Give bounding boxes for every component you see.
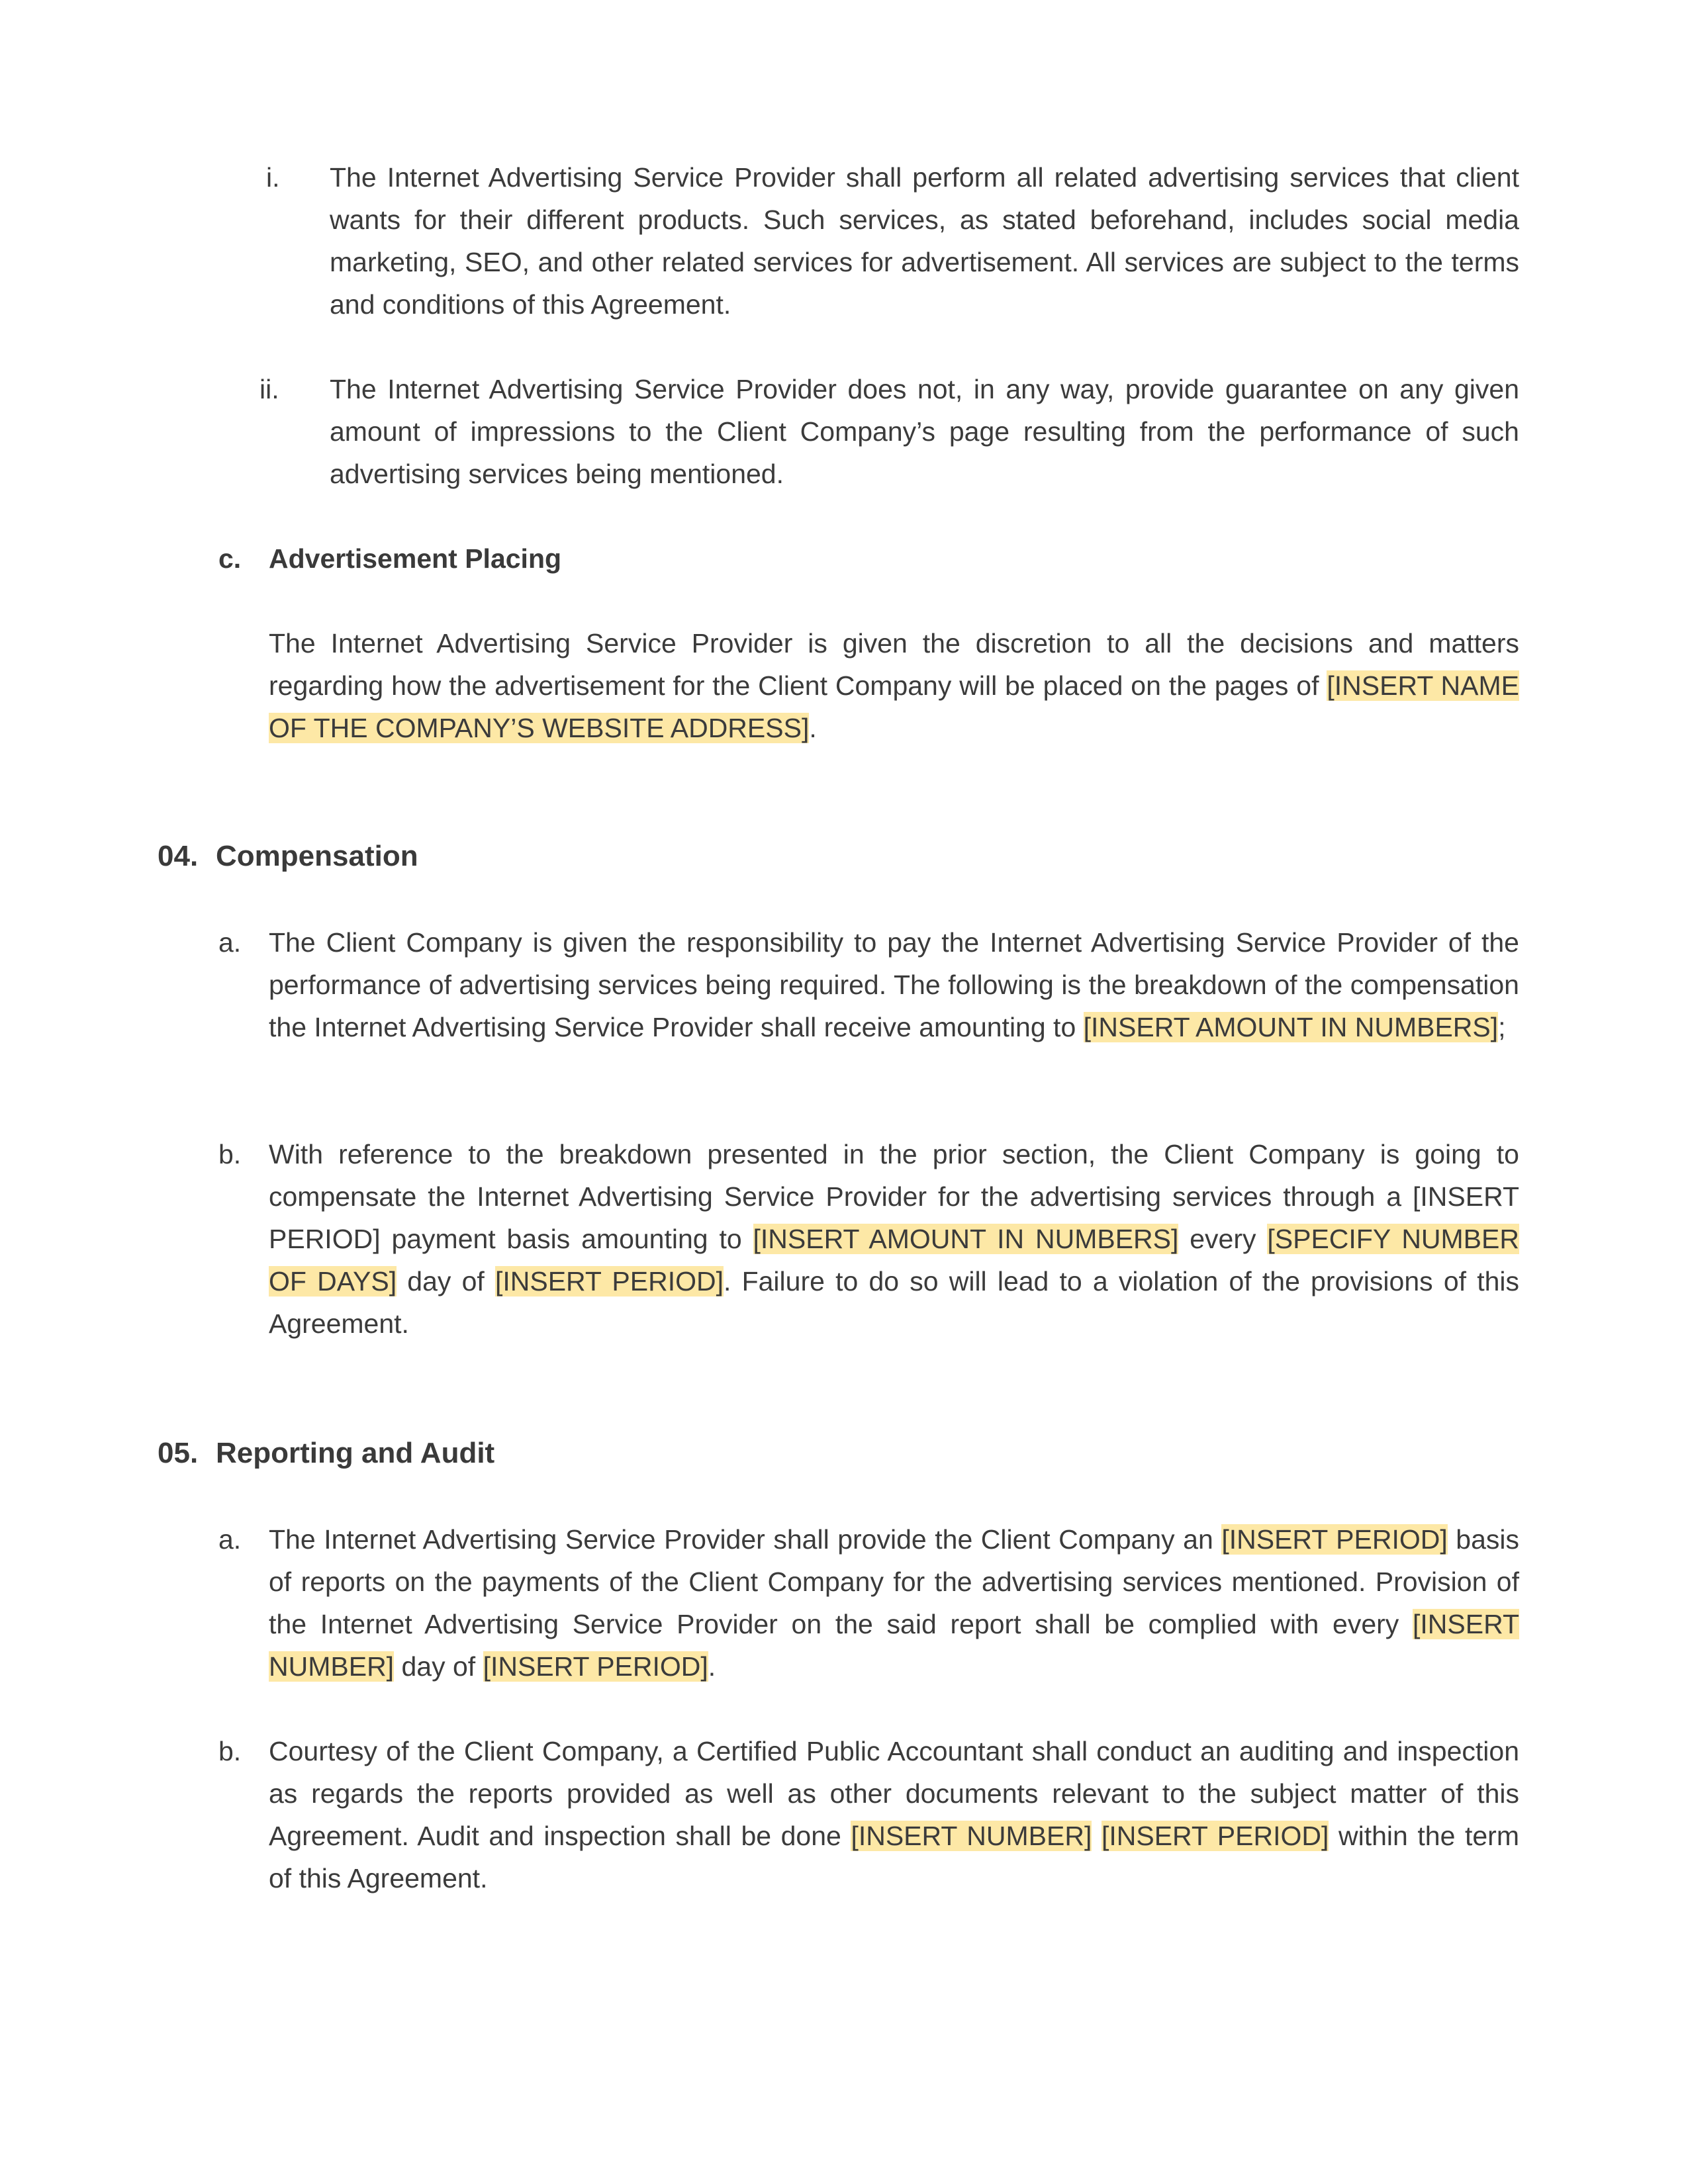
placeholder-website-address: [INSERT NAME OF THE COMPANY’S WEBSITE ADDRESS] bbox=[269, 670, 1519, 743]
paragraph-text: . Failure to do so will lead to a violation of the provisions of this Agreement. bbox=[269, 1266, 1519, 1339]
section-title-compensation: Compensation bbox=[216, 840, 418, 872]
subsection-title-advertisement-placing: Advertisement Placing bbox=[269, 543, 562, 574]
paragraph-text: . bbox=[708, 1651, 716, 1682]
paragraph-text: The Client Company is given the responsibility to pay the Internet Advertising Service Provider of the performance of advertising services being required. The following is the breakdown of the compensation the Internet Advertising Service Provider shall receive amounting to bbox=[269, 927, 1519, 1042]
paragraph-text: With reference to the breakdown presented in the prior section, the Client Company is going to compensate the Internet Advertising Service Provider for the advertising services through a [INSERT PERIOD] payment basis amounting to bbox=[269, 1139, 1519, 1254]
placeholder-period: [INSERT PERIOD] bbox=[494, 1266, 724, 1297]
paragraph-text: within the term of this Agreement. bbox=[269, 1821, 1519, 1893]
list-marker-04b: b. bbox=[218, 1139, 242, 1169]
paragraph-text: The Internet Advertising Service Provider is given the discretion to all the decisions and matters regarding how the advertisement for the Client Company will be placed on the pages of bbox=[269, 628, 1519, 701]
placeholder-period: [INSERT PERIOD] bbox=[1101, 1821, 1329, 1851]
paragraph-text: The Internet Advertising Service Provider shall provide the Client Company an bbox=[269, 1524, 1222, 1555]
section-title-reporting-and-audit: Reporting and Audit bbox=[216, 1437, 495, 1469]
section-number-05: 05. bbox=[158, 1437, 199, 1469]
placeholder-amount-in-numbers: [INSERT AMOUNT IN NUMBERS] bbox=[1083, 1012, 1499, 1042]
subsection-marker-c: c. bbox=[218, 543, 242, 574]
section-number-04: 04. bbox=[158, 840, 199, 872]
paragraph-text: every bbox=[1178, 1224, 1268, 1254]
list-item-05a bbox=[269, 1518, 1519, 1688]
paragraph-text: day of bbox=[394, 1651, 483, 1682]
placeholder-period: [INSERT PERIOD] bbox=[483, 1651, 708, 1682]
list-item-i: The Internet Advertising Service Provider shall perform all related advertising services that client wants for their different products. Such services, as stated beforehand, includes social media marketing, SEO, and other related services for advertisement. All services are subject to the terms and conditions of this Agreement. bbox=[330, 162, 1519, 320]
list-marker-05b: b. bbox=[218, 1736, 242, 1766]
placeholder-number-of-days: [SPECIFY NUMBER OF DAYS] bbox=[269, 1224, 1519, 1297]
list-item-04a bbox=[269, 921, 1519, 1048]
paragraph-text: . bbox=[809, 713, 817, 743]
list-marker-i: i. bbox=[266, 162, 280, 193]
list-marker-05a: a. bbox=[218, 1524, 242, 1555]
list-marker-04a: a. bbox=[218, 927, 242, 958]
list-item-04b bbox=[269, 1133, 1519, 1345]
paragraph-text: Courtesy of the Client Company, a Certified Public Accountant shall conduct an auditing and inspection as regards the reports provided as well as other documents relevant to the subject matter of this Agreement. Audit and inspection shall be done bbox=[269, 1736, 1519, 1851]
placeholder-number: [INSERT NUMBER] bbox=[269, 1609, 1519, 1682]
paragraph-text bbox=[1092, 1821, 1102, 1851]
placeholder-number: [INSERT NUMBER] bbox=[851, 1821, 1092, 1851]
placeholder-amount-in-numbers: [INSERT AMOUNT IN NUMBERS] bbox=[753, 1224, 1179, 1254]
paragraph-text: basis of reports on the payments of the Client Company for the advertising services mentioned. Provision of the Internet Advertising Service Provider on the said report shall be complied with every bbox=[269, 1524, 1519, 1639]
list-item-ii: The Internet Advertising Service Provider does not, in any way, provide guarantee on any given amount of impressions to the Client Company’s page resulting from the performance of such advertising services being mentioned. bbox=[330, 374, 1519, 489]
list-item-05b bbox=[269, 1730, 1519, 1899]
paragraph-text: day of bbox=[397, 1266, 495, 1297]
placeholder-period: [INSERT PERIOD] bbox=[1221, 1524, 1448, 1555]
paragraph-text: ; bbox=[1498, 1012, 1506, 1042]
list-marker-ii: ii. bbox=[259, 374, 279, 404]
subsection-c-paragraph bbox=[269, 622, 1519, 749]
